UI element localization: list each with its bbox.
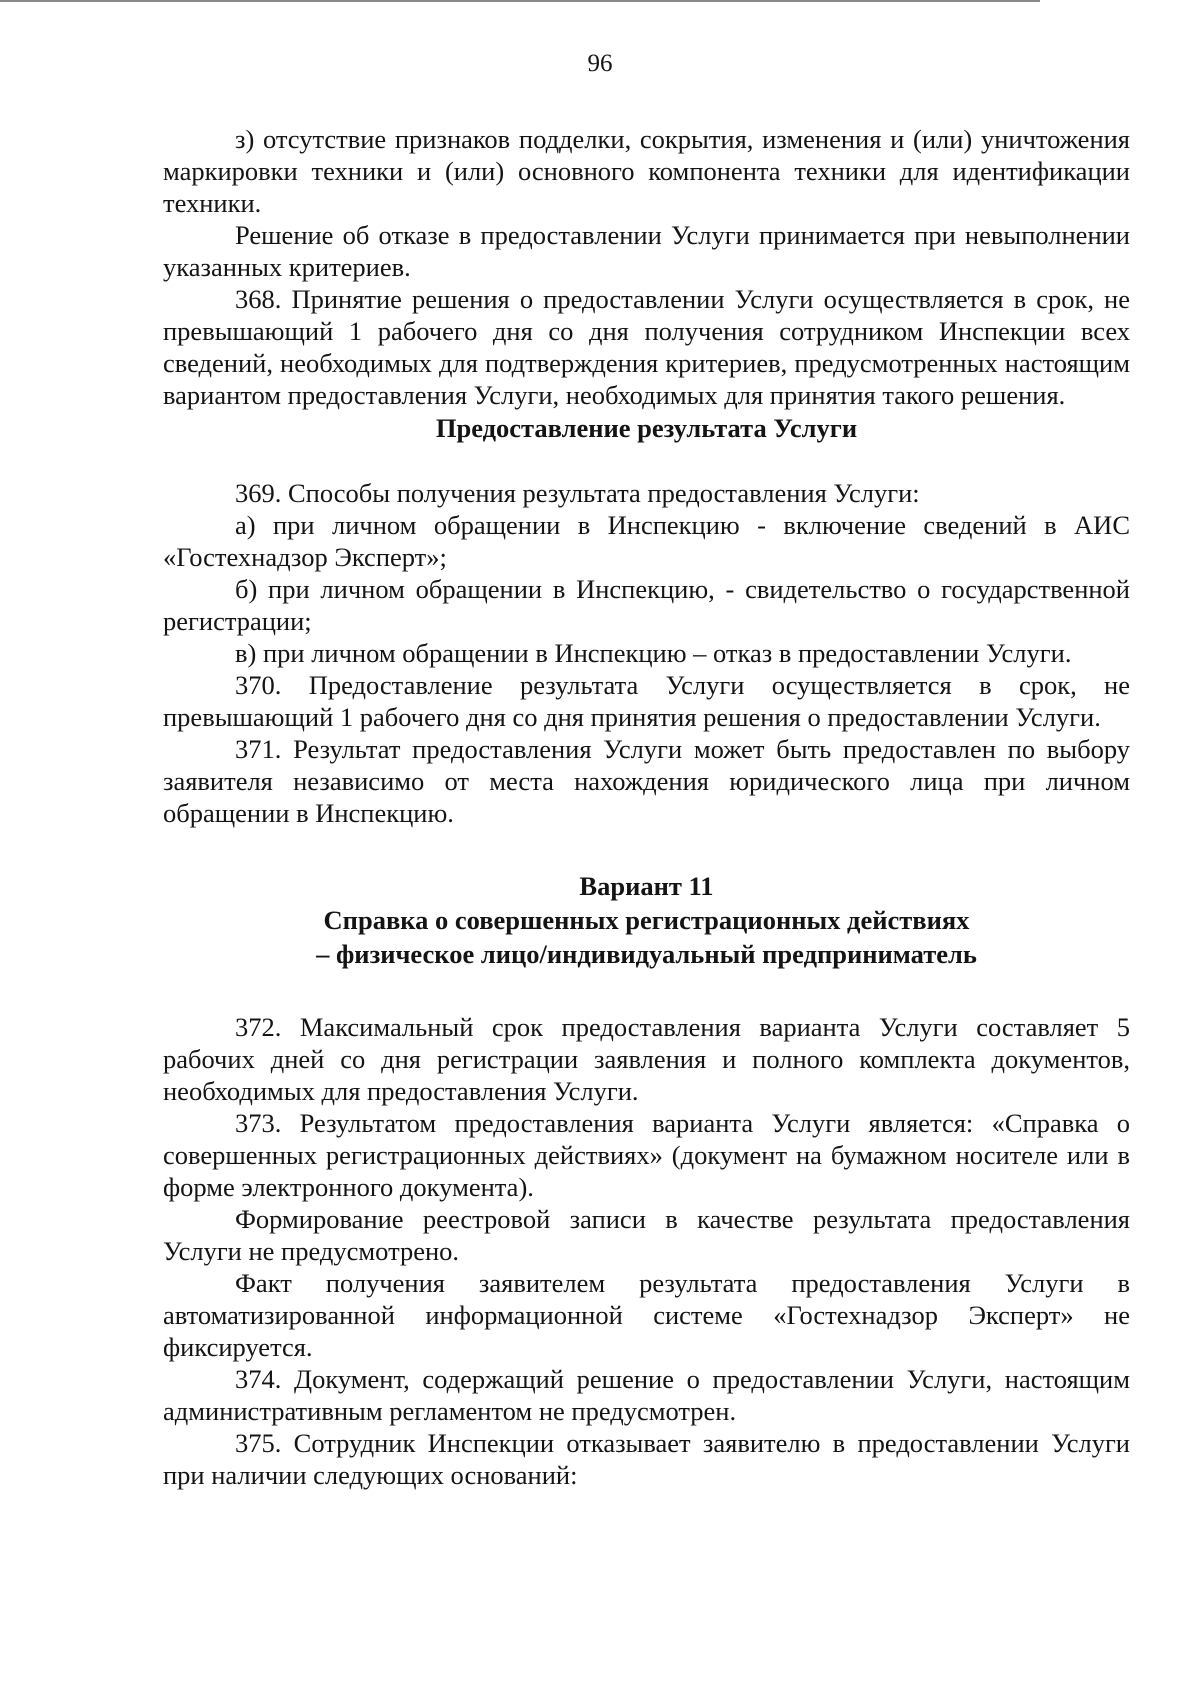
- heading-variant-title-line1: Справка о совершенных регистрационных действиях: [323, 905, 970, 935]
- paragraph-373: 373. Результатом предоставления варианта Услуги является: «Справка о совершенных регистрационных действиях» (документ на бумажном носителе или в форме электронного документа).: [163, 1108, 1130, 1202]
- paragraph-registry-record: Формирование реестровой записи в качестве результата предоставления Услуги не предусмотрено.: [163, 1204, 1130, 1266]
- paragraph-375: 375. Сотрудник Инспекции отказывает заявителю в предоставлении Услуги при наличии следующих оснований:: [163, 1428, 1130, 1490]
- paragraph-372: 372. Максимальный срок предоставления варианта Услуги составляет 5 рабочих дней со дня регистрации заявления и полного комплекта документов, необходимых для предоставления Услуги.: [163, 1012, 1130, 1106]
- paragraph-371: 371. Результат предоставления Услуги может быть предоставлен по выбору заявителя независимо от места нахождения юридического лица при личном обращении в Инспекцию.: [163, 734, 1130, 828]
- spacer: [163, 445, 1130, 477]
- paragraph-refusal-decision: Решение об отказе в предоставлении Услуги принимается при невыполнении указанных критериев.: [163, 220, 1130, 282]
- spacer: [163, 971, 1130, 1011]
- scan-top-edge-line: [0, 0, 1040, 2]
- heading-result-provision: Предоставление результата Услуги: [435, 413, 858, 443]
- spacer: [163, 829, 1130, 869]
- paragraph-receipt-fact: Факт получения заявителем результата предоставления Услуги в автоматизированной информационной системе «Гостехнадзор Эксперт» не фиксируется.: [163, 1268, 1130, 1362]
- paragraph-criterion-z: з) отсутствие признаков подделки, сокрытия, изменения и (или) уничтожения маркировки техники и (или) основного компонента техники для идентификации техники.: [163, 124, 1130, 218]
- list-item-v: в) при личном обращении в Инспекцию – отказ в предоставлении Услуги.: [235, 638, 1072, 668]
- paragraph-368: 368. Принятие решения о предоставлении Услуги осуществляется в срок, не превышающий 1 рабочего дня со дня получения сотрудником Инспекции всех сведений, необходимых для подтверждения критериев, предусмотренных настоящим вариантом предоставления Услуги, необходимых для принятия такого решения.: [163, 284, 1130, 410]
- list-item-a: а) при личном обращении в Инспекцию - включение сведений в АИС «Гостехнадзор Эксперт»;: [163, 510, 1130, 572]
- paragraph-374: 374. Документ, содержащий решение о предоставлении Услуги, настоящим административным регламентом не предусмотрен.: [163, 1364, 1130, 1426]
- heading-variant-11: Вариант 11: [579, 871, 714, 901]
- heading-variant-title-line2: – физическое лицо/индивидуальный предприниматель: [316, 939, 977, 969]
- paragraph-369: 369. Способы получения результата предоставления Услуги:: [235, 478, 920, 508]
- document-body: [163, 123, 1130, 1491]
- paragraph-370: 370. Предоставление результата Услуги осуществляется в срок, не превышающий 1 рабочего дня со дня принятия решения о предоставлении Услуги.: [163, 670, 1130, 732]
- list-item-b: б) при личном обращении в Инспекцию, - свидетельство о государственной регистрации;: [163, 574, 1130, 636]
- page-number: 96: [587, 50, 613, 77]
